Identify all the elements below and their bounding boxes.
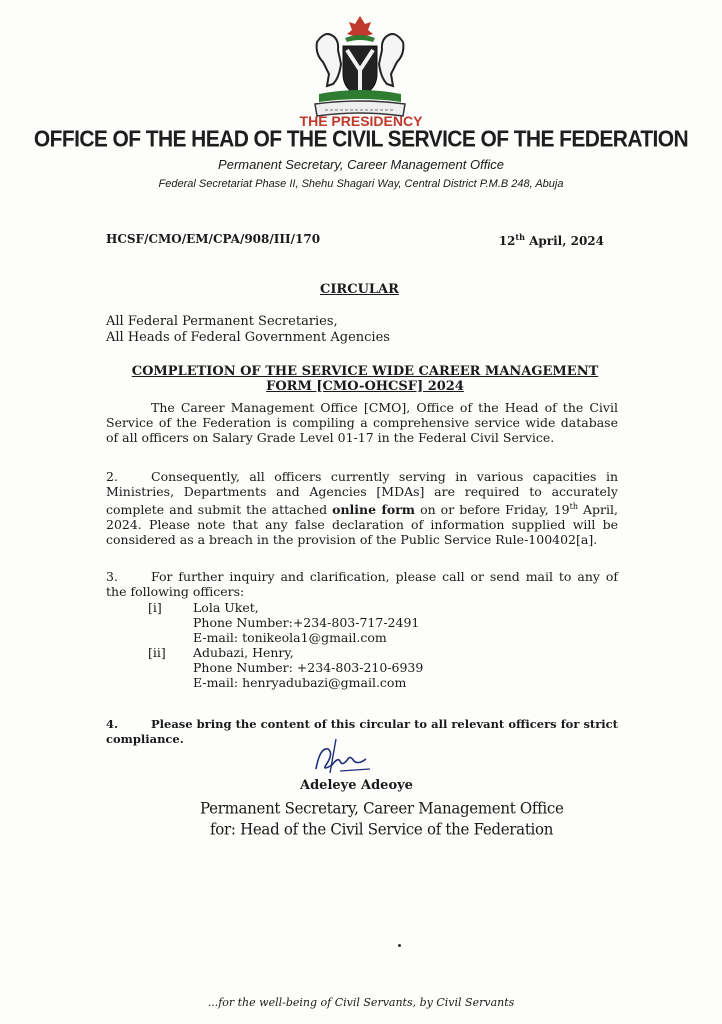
- signatory-on-behalf: for: Head of the Civil Service of the Federation: [210, 819, 554, 839]
- document-date: [499, 232, 604, 248]
- paragraph-text: Consequently, all officers currently serving in various capacities in Ministries, Departments and Agencies [MDAs] are required to accurately complete and submit the attached: [106, 469, 618, 518]
- permanent-secretary-subheading: Permanent Secretary, Career Management Office: [218, 157, 504, 172]
- contact-officer: [148, 645, 423, 690]
- office-address: Federal Secretariat Phase II, Shehu Shagari Way, Central District P.M.B 248, Abuja: [158, 178, 564, 190]
- contact-officer: [148, 600, 423, 645]
- handwritten-signature: [310, 735, 370, 777]
- signatory-name: Adeleye Adeoye: [300, 778, 413, 793]
- presidency-heading: THE PRESIDENCY: [299, 113, 423, 129]
- subject-line: COMPLETION OF THE SERVICE WIDE CAREER MANAGEMENT: [131, 364, 599, 379]
- deadline-suffix: th: [569, 502, 578, 511]
- date-rest: April, 2024: [524, 234, 604, 248]
- paragraph-text: For further inquiry and clarification, please call or send mail to any of the following officers:: [106, 569, 618, 599]
- paragraph-number: 2.: [106, 469, 118, 484]
- paragraph-1: The Career Management Office [CMO], Office of the Head of the Civil Service of the Federation is compiling a comprehensive service wide database of all officers on Salary Grade Level 01-17 in the Federal Civil Service.: [106, 400, 618, 445]
- date-suffix: th: [515, 232, 525, 242]
- paragraph-text: on or before Friday, 19: [415, 502, 570, 518]
- date-day: 12: [498, 234, 516, 248]
- stray-mark: [398, 944, 401, 947]
- paragraph-3: [106, 569, 618, 599]
- reference-number: HCSF/CMO/EM/CPA/908/III/170: [106, 232, 321, 246]
- officer-email: E-mail: henryadubazi@gmail.com: [193, 675, 407, 690]
- signatory-role: Permanent Secretary, Career Management Office: [200, 798, 564, 818]
- addressee-block: [106, 314, 390, 346]
- officer-phone: Phone Number:+234-803-717-2491: [193, 615, 420, 630]
- online-form-emphasis: online form: [332, 502, 416, 518]
- addressee-line: All Federal Permanent Secretaries,: [106, 314, 338, 329]
- circular-title: CIRCULAR: [320, 282, 399, 297]
- office-heading: OFFICE OF THE HEAD OF THE CIVIL SERVICE OF THE FEDERATION: [33, 126, 689, 153]
- addressee-line: All Heads of Federal Government Agencies: [106, 330, 390, 345]
- subject-heading: [100, 364, 630, 394]
- officer-name: Lola Uket,: [193, 600, 259, 615]
- officer-index: [ii]: [148, 645, 166, 660]
- officer-index: [i]: [148, 600, 162, 615]
- subject-line: FORM [CMO-OHCSF] 2024: [266, 379, 464, 394]
- officer-phone: Phone Number: +234-803-210-6939: [193, 660, 424, 675]
- coat-of-arms-emblem: [305, 12, 415, 120]
- officer-name: Adubazi, Henry,: [193, 645, 294, 660]
- paragraph-number: 3.: [106, 569, 118, 584]
- contact-officers-list: [148, 600, 423, 690]
- footer-motto: ...for the well-being of Civil Servants, by Civil Servants: [207, 996, 515, 1009]
- paragraph-text: Please bring the content of this circular to all relevant officers for strict compliance.: [106, 717, 618, 746]
- officer-email: E-mail: tonikeola1@gmail.com: [193, 630, 387, 645]
- paragraph-number: 4.: [106, 717, 119, 731]
- paragraph-2: [106, 469, 618, 547]
- paragraph-text: April, 2024. Please note that any false declaration of information supplied will be considered as a breach in the provision of the Public Service Rule-100402[a].: [106, 502, 618, 548]
